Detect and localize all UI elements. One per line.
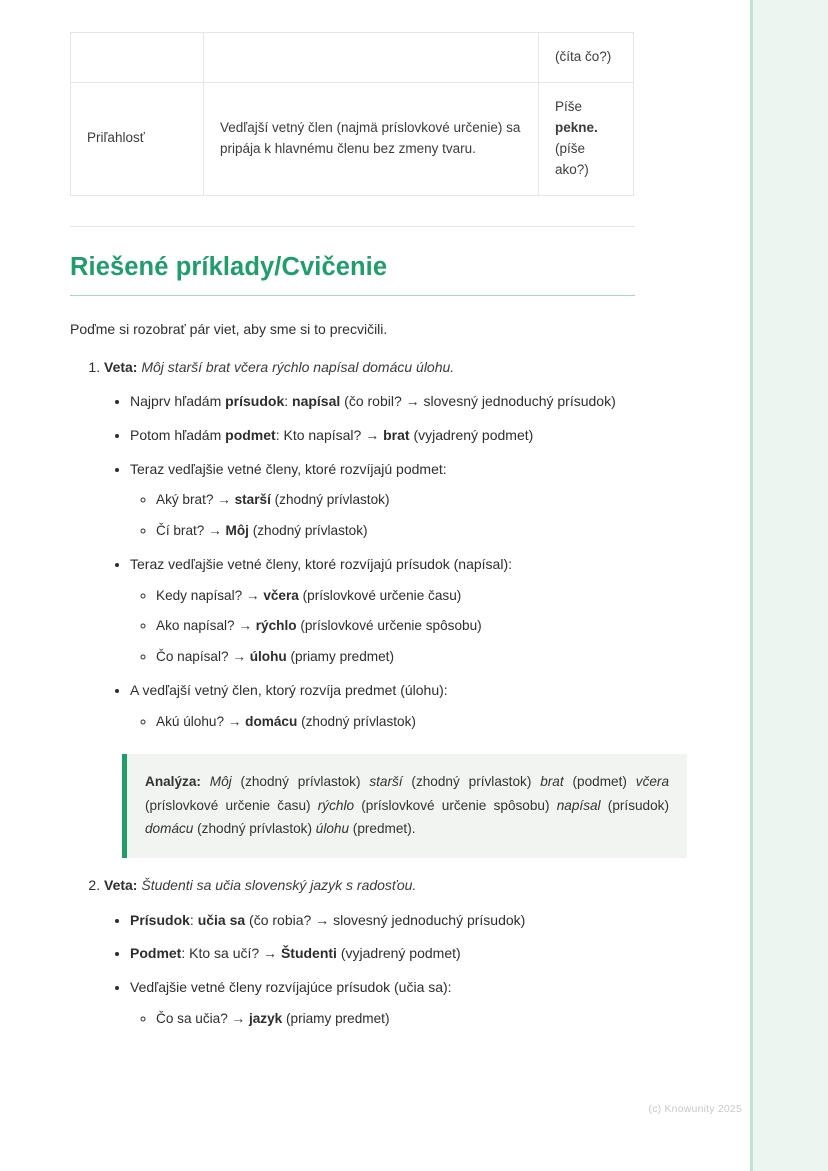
sub-list-item — [156, 646, 650, 668]
list-item — [130, 909, 650, 932]
text-run: včera — [263, 587, 299, 603]
text-run: (príslovkové určenie spôsobu) — [296, 618, 482, 634]
text-run: Vedľajšie vetné členy rozvíjajúce prísudok (učia sa): — [130, 979, 452, 996]
text-run: (zhodný prívlastok) — [297, 713, 416, 729]
text-run: napísal — [292, 393, 341, 410]
table-cell-term: Priľahlosť — [71, 82, 204, 195]
text-run: (predmet). — [349, 821, 416, 836]
table-row — [71, 82, 634, 195]
table-cell-description — [204, 33, 539, 83]
text-run: : — [189, 911, 198, 928]
examples-list — [70, 356, 670, 1030]
text-run: (prísudok) — [600, 797, 669, 813]
sub-list-item — [156, 489, 650, 511]
text-run: učia sa — [197, 911, 246, 928]
text-run: (príslovkové určenie času) — [298, 587, 462, 603]
text-run: Teraz vedľajšie vetné členy, ktoré rozvíjajú podmet: — [130, 460, 447, 477]
sub-list — [130, 585, 650, 668]
text-run: Najprv hľadám — [130, 393, 226, 410]
list-item — [130, 679, 650, 732]
text-run: Ako napísal? → — [156, 618, 256, 634]
table-example-line: (píše — [555, 140, 586, 156]
text-run: Potom hľadám — [130, 427, 226, 444]
text-run: : — [284, 393, 293, 410]
example-sentence: Študenti sa učia slovenský jazyk s radosťou. — [141, 877, 417, 894]
text-run: rýchlo — [255, 618, 297, 634]
text-run: úlohu — [249, 649, 287, 665]
sub-list-item — [156, 615, 650, 637]
text-run: (zhodný prívlastok) — [402, 774, 541, 790]
sub-list — [130, 711, 650, 733]
text-run: domácu — [245, 713, 298, 729]
text-run: (priamy predmet) — [286, 649, 394, 665]
text-run: (zhodný prívlastok) — [193, 821, 316, 836]
copyright-credit: (c) Knowunity 2025 — [648, 1103, 742, 1115]
sub-list — [130, 489, 650, 542]
text-run: Kedy napísal? → — [156, 587, 264, 603]
text-run: starší — [369, 774, 403, 790]
right-margin-strip — [750, 0, 828, 1171]
text-run: (zhodný prívlastok) — [248, 523, 368, 539]
text-run: (priamy predmet) — [282, 1010, 390, 1026]
text-run: úlohu — [315, 821, 350, 836]
grammar-table — [70, 32, 634, 196]
text-run — [201, 774, 210, 789]
list-item — [130, 424, 650, 447]
analysis-steps-list — [104, 909, 650, 1030]
analysis-callout — [122, 754, 687, 858]
text-run: starší — [234, 492, 271, 508]
example-label: Veta: — [104, 359, 138, 375]
text-run: : Kto napísal? → — [275, 427, 384, 444]
sub-list — [130, 1008, 650, 1030]
right-margin-divider — [750, 0, 753, 1171]
example-sentence: Môj starší brat včera rýchlo napísal domácu úlohu. — [141, 359, 455, 375]
text-run: (vyjadrený podmet) — [409, 427, 534, 444]
text-run: (čo robia? → slovesný jednoduchý prísudok) — [245, 911, 526, 928]
text-run: Podmet — [130, 945, 182, 962]
example-label: Veta: — [104, 877, 138, 894]
table-cell-example — [539, 33, 634, 83]
text-run: jazyk — [248, 1010, 283, 1026]
table-cell-example — [539, 82, 634, 195]
text-run: (podmet) — [563, 774, 636, 790]
document-content — [70, 0, 670, 1030]
text-run: brat — [540, 774, 564, 790]
list-item — [104, 874, 650, 1029]
analysis-steps-list — [104, 390, 650, 732]
title-underline — [70, 295, 635, 296]
table-cell-description: Vedľajší vetný člen (najmä príslovkové určenie) sa pripája k hlavnému členu bez zmeny tvaru. — [204, 82, 539, 195]
table-example-line: Píše — [555, 98, 583, 114]
table-cell-term — [71, 33, 204, 83]
table-example-line: ako?) — [555, 161, 589, 177]
text-run: (zhodný prívlastok) — [231, 774, 370, 790]
table-example-line-bold: pekne. — [555, 119, 598, 135]
text-run: (príslovkové určenie spôsobu) — [354, 797, 557, 813]
table-row — [71, 33, 634, 83]
grammar-table-body — [71, 33, 634, 196]
text-run: Môj — [225, 523, 249, 539]
text-run: (príslovkové určenie času) — [145, 797, 318, 813]
text-run: včera — [635, 774, 670, 790]
text-run: : Kto sa učí? → — [181, 945, 281, 962]
intro-paragraph: Poďme si rozobrať pár viet, aby sme si to precvičili. — [70, 320, 388, 337]
text-run: Analýza: — [145, 774, 201, 790]
text-run: napísal — [556, 797, 601, 813]
text-run: A vedľajší vetný člen, ktorý rozvíja predmet (úlohu): — [130, 681, 448, 698]
text-run: Čí brat? → — [156, 523, 226, 539]
section-divider — [70, 226, 635, 227]
text-run: Môj — [209, 774, 232, 790]
list-item — [104, 356, 670, 858]
text-run: Čo sa učia? → — [156, 1010, 249, 1026]
text-run: podmet — [225, 427, 276, 444]
text-run: Čo napísal? → — [156, 649, 250, 665]
list-item — [130, 976, 650, 1029]
text-run: (zhodný prívlastok) — [270, 492, 390, 508]
text-run: (vyjadrený podmet) — [336, 945, 461, 962]
sub-list-item — [156, 585, 650, 607]
text-run: (čo robil? → slovesný jednoduchý prísudok) — [340, 393, 616, 410]
text-run: Aký brat? → — [156, 492, 235, 508]
list-item — [130, 390, 650, 413]
list-item — [130, 942, 650, 965]
list-item — [130, 553, 650, 668]
text-run: brat — [383, 427, 410, 444]
list-item — [130, 458, 650, 542]
text-run: prísudok — [225, 393, 285, 410]
table-example-text: (číta čo?) — [555, 49, 612, 64]
text-run: domácu — [145, 821, 194, 836]
sub-list-item — [156, 520, 650, 542]
text-run: rýchlo — [317, 797, 355, 813]
text-run: Študenti — [280, 945, 337, 962]
text-run: Akú úlohu? → — [156, 713, 246, 729]
page-title: Riešené príklady/Cvičenie — [70, 252, 388, 281]
sub-list-item — [156, 1008, 650, 1030]
text-run: Prísudok — [130, 911, 190, 928]
sub-list-item — [156, 711, 650, 733]
text-run: Teraz vedľajšie vetné členy, ktoré rozvíjajú prísudok (napísal): — [130, 555, 512, 572]
